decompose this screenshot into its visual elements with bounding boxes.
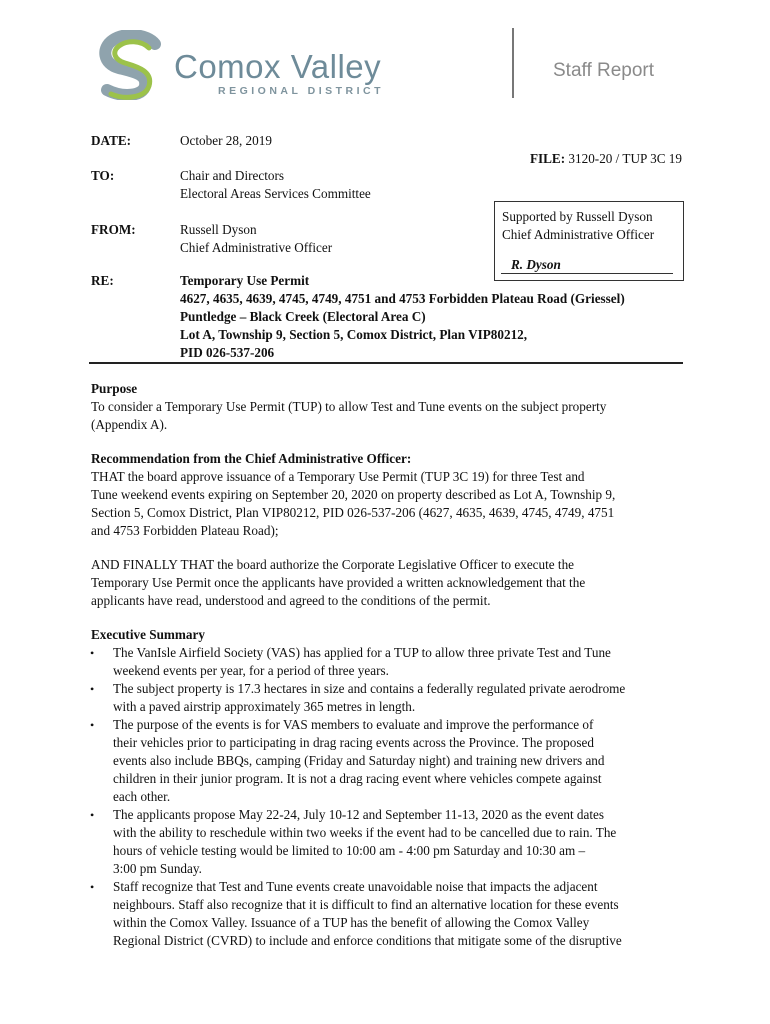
recommendation-line: Section 5, Comox District, Plan VIP80212, PID 026-537-206 (4627, 4635, 4639, 4745, 4749, 4751 [91, 505, 615, 520]
re-line: Puntledge – Black Creek (Electoral Area C) [180, 309, 426, 324]
bullet-line: each other. [113, 789, 171, 804]
to-label: TO: [91, 168, 115, 183]
support-signature: R. Dyson [511, 257, 561, 272]
org-subtitle: REGIONAL DISTRICT [218, 85, 385, 97]
comox-valley-logo-icon [95, 30, 167, 100]
re-line: Lot A, Township 9, Section 5, Comox District, Plan VIP80212, [180, 327, 528, 342]
from-line2: Chief Administrative Officer [180, 240, 333, 255]
recommendation-line: AND FINALLY THAT the board authorize the Corporate Legislative Officer to execute the [91, 557, 575, 572]
file-label: FILE: [529, 151, 566, 166]
re-label: RE: [91, 273, 114, 288]
bullet-line: The VanIsle Airfield Society (VAS) has applied for a TUP to allow three private Test and Tune [113, 645, 611, 660]
org-name: Comox Valley [174, 48, 382, 85]
purpose-line: To consider a Temporary Use Permit (TUP) to allow Test and Tune events on the subject property [91, 399, 607, 414]
recommendation-line: Tune weekend events expiring on September 20, 2020 on property described as Lot A, Township 9, [91, 487, 616, 502]
file-value: 3120-20 / TUP 3C 19 [568, 151, 682, 166]
purpose-heading: Purpose [91, 381, 138, 396]
bullet-line: 3:00 pm Sunday. [113, 861, 202, 876]
bullet-line: with a paved airstrip approximately 365 metres in length. [113, 699, 416, 714]
report-type: Staff Report [553, 60, 655, 81]
bullet-marker: • [90, 682, 95, 696]
bullet-line: The subject property is 17.3 hectares in size and contains a federally regulated private aerodrome [113, 681, 626, 696]
from-label: FROM: [91, 222, 136, 237]
bullet-marker: • [90, 646, 95, 660]
summary-heading: Executive Summary [91, 627, 205, 642]
bullet-line: Staff recognize that Test and Tune events create unavoidable noise that impacts the adjacent [113, 879, 598, 894]
date-value: October 28, 2019 [180, 133, 272, 148]
re-line: 4627, 4635, 4639, 4745, 4749, 4751 and 4753 Forbidden Plateau Road (Griessel) [180, 291, 625, 306]
bullet-marker: • [90, 718, 95, 732]
recommendation-line: THAT the board approve issuance of a Temporary Use Permit (TUP 3C 19) for three Test and [91, 469, 585, 484]
bullet-line: events also include BBQs, camping (Friday and Saturday night) and training new drivers and [113, 753, 605, 768]
signature-line [501, 273, 673, 274]
header-divider [512, 28, 514, 98]
bullet-marker: • [90, 880, 95, 894]
bullet-line: The purpose of the events is for VAS members to evaluate and improve the performance of [113, 717, 594, 732]
bullet-line: within the Comox Valley. Issuance of a TUP has the benefit of allowing the Comox Valley [113, 915, 590, 930]
bullet-line: Regional District (CVRD) to include and enforce conditions that mitigate some of the disruptive [113, 933, 622, 948]
to-line1: Chair and Directors [180, 168, 284, 183]
bullet-line: their vehicles prior to participating in drag racing events across the Province. The proposed [113, 735, 594, 750]
bullet-line: children in their junior program. It is not a drag racing event where vehicles compete against [113, 771, 602, 786]
bullet-line: The applicants propose May 22-24, July 10-12 and September 11-13, 2020 as the event dates [113, 807, 604, 822]
recommendation-line: applicants have read, understood and agreed to the conditions of the permit. [91, 593, 491, 608]
purpose-line: (Appendix A). [91, 417, 168, 432]
support-line2: Chief Administrative Officer [502, 227, 655, 242]
from-line1: Russell Dyson [180, 222, 257, 237]
recommendation-heading: Recommendation from the Chief Administrative Officer: [91, 451, 412, 466]
bullet-line: with the ability to reschedule within two weeks if the event had to be cancelled due to rain. The [113, 825, 617, 840]
recommendation-line: and 4753 Forbidden Plateau Road); [91, 523, 279, 538]
bullet-line: neighbours. Staff also recognize that it is difficult to find an alternative location for these events [113, 897, 619, 912]
bullet-marker: • [90, 808, 95, 822]
support-line1: Supported by Russell Dyson [502, 209, 653, 224]
bullet-line: weekend events per year, for a period of three years. [113, 663, 389, 678]
bullet-line: hours of vehicle testing would be limited to 10:00 am - 4:00 pm Saturday and 10:30 am – [113, 843, 586, 858]
header-rule [89, 362, 683, 364]
file-reference [530, 150, 682, 168]
to-line2: Electoral Areas Services Committee [180, 186, 371, 201]
date-label: DATE: [91, 133, 132, 148]
re-line: PID 026-537-206 [180, 345, 275, 360]
re-line: Temporary Use Permit [180, 273, 310, 288]
support-box [494, 201, 684, 281]
recommendation-line: Temporary Use Permit once the applicants have provided a written acknowledgement that the [91, 575, 586, 590]
